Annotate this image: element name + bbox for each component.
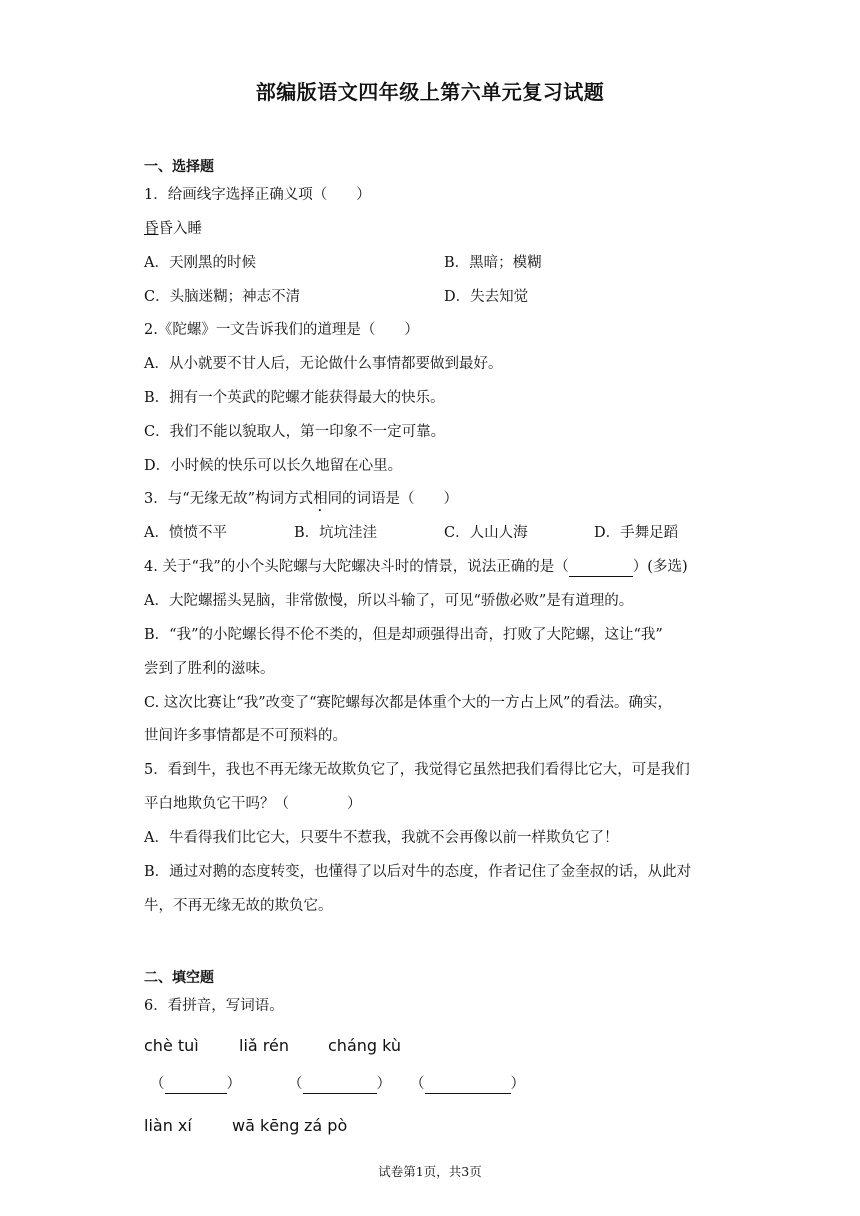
- q1-underlined-char: 昏: [144, 221, 159, 237]
- q6-pinyin-1: chè tuì: [144, 1036, 199, 1055]
- q4-option-c-line1: C. 这次比赛让“我”改变了“赛陀螺每次都是体重个大的一方占上风”的看法。确实，: [144, 695, 672, 711]
- q4-stem-pre: 4. 关于“我”的小个头陀螺与大陀螺决斗时的情景，说法正确的是（: [144, 559, 569, 575]
- q6-answer-box-1[interactable]: （ ）: [150, 1076, 241, 1092]
- q3-option-c: C．人山人海: [444, 525, 528, 541]
- q6-pinyin-5: wā kēng: [232, 1116, 300, 1135]
- q6-pinyin-3: cháng kù: [328, 1036, 402, 1055]
- q1-option-c: C．头脑迷糊；神志不清: [144, 289, 301, 305]
- q4-option-b-line1: B．“我”的小陀螺长得不伦不类的，但是却顽强得出奇，打败了大陀螺，这让“我”: [144, 627, 663, 643]
- q5-option-b-line1: B．通过对鹅的态度转变，也懂得了以后对牛的态度，作者记住了金奎叔的话，从此对: [144, 864, 692, 880]
- q5-option-b-line2: 牛，不再无缘无故的欺负它。: [144, 898, 333, 914]
- q2-stem: 2.《陀螺》一文告诉我们的道理是（ ）: [144, 322, 419, 338]
- q6-answer-box-2[interactable]: （ ）: [288, 1076, 391, 1092]
- q1-stem: 1．给画线字选择正确义项（ ）: [144, 187, 371, 203]
- q1-option-a: A．天刚黑的时候: [144, 255, 256, 271]
- q6-pinyin-4: liàn xí: [144, 1116, 192, 1135]
- q1-option-b: B．黑暗；模糊: [444, 255, 542, 271]
- q5-stem-line1: 5．看到牛，我也不再无缘无故欺负它了，我觉得它虽然把我们看得比它大，可是我们: [144, 762, 690, 778]
- q2-option-a: A．从小就要不甘人后，无论做什么事情都要做到最好。: [144, 356, 503, 372]
- q2-option-c: C．我们不能以貌取人，第一印象不一定可靠。: [144, 424, 446, 440]
- q5-stem-line2: 平白地欺负它干吗？（ ）: [144, 796, 362, 812]
- q1-word: [144, 219, 202, 239]
- q4-stem-post: ）(多选): [632, 559, 688, 575]
- q3-option-a: A．愤愤不平: [144, 525, 227, 541]
- q1-option-d: D．失去知觉: [444, 289, 529, 305]
- section-heading-choice: 一、选择题: [144, 159, 214, 175]
- q3-stem-pre: 3．与“无缘无故”构词方式: [144, 491, 314, 507]
- q5-option-a: A．牛看得我们比它大，只要牛不惹我，我就不会再像以前一样欺负它了！: [144, 830, 619, 846]
- q4-option-b-line2: 尝到了胜利的滋味。: [144, 661, 275, 677]
- q3-option-d: D．手舞足蹈: [594, 525, 679, 541]
- q6-stem: 6．看拼音，写词语。: [144, 998, 284, 1014]
- q3-option-b: B．坑坑洼洼: [294, 525, 378, 541]
- q6-pinyin-6: zá pò: [304, 1116, 348, 1135]
- q3-dotted-char: 相: [313, 491, 328, 507]
- q4-option-c-line2: 世间许多事情都是不可预料的。: [144, 728, 347, 744]
- q6-pinyin-2: liǎ rén: [239, 1036, 289, 1055]
- section-heading-fill: 二、填空题: [144, 970, 214, 986]
- q2-option-d: D．小时候的快乐可以长久地留在心里。: [144, 458, 403, 474]
- page-footer: 试卷第1页，共3页: [378, 1164, 482, 1179]
- q1-word-rest: 昏入睡: [158, 221, 202, 237]
- q4-option-a: A．大陀螺摇头晃脑，非常傲慢，所以斗输了，可见“骄傲必败”是有道理的。: [144, 593, 634, 609]
- q6-answer-box-3[interactable]: （ ）: [410, 1076, 525, 1092]
- q4-stem: [144, 557, 688, 577]
- q3-stem: [144, 489, 458, 515]
- page-title: 部编版语文四年级上第六单元复习试题: [255, 80, 605, 104]
- q2-option-b: B．拥有一个英武的陀螺才能获得最大的快乐。: [144, 390, 445, 406]
- q3-stem-post: 同的词语是（ ）: [327, 491, 459, 507]
- q4-answer-blank[interactable]: [569, 562, 633, 577]
